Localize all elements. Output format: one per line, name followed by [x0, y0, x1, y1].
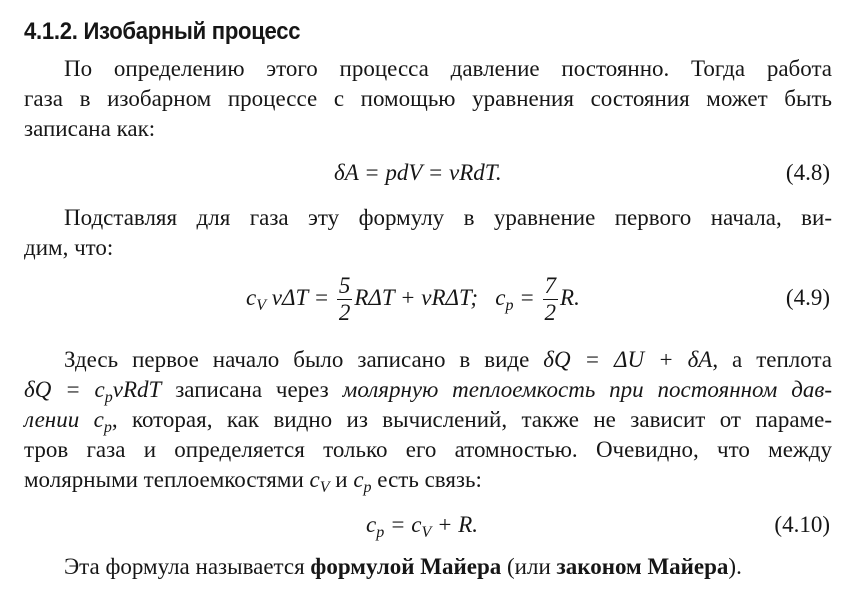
text: ). — [728, 554, 742, 579]
equation-4-9 — [246, 270, 580, 326]
equation-number-4-8: (4.8) — [785, 160, 830, 185]
fraction-denominator: 2 — [338, 300, 351, 326]
text: Здесь первое начало было записано в виде — [64, 347, 544, 372]
eq410-a: c — [366, 512, 377, 537]
text: , которая, как видно из вычислений, также не зависит от параме- — [111, 407, 832, 432]
eq410-sub-p: p — [376, 524, 385, 541]
paragraph-3-line-5 — [24, 465, 832, 495]
fraction-denominator: 2 — [544, 300, 557, 326]
inline-math: c — [353, 467, 364, 492]
eq410-mid: = c — [384, 512, 422, 537]
eq49-part2: νΔT = — [266, 285, 335, 310]
inline-math-sub: p — [363, 479, 372, 496]
inline-math-sub: p — [103, 419, 112, 436]
paragraph-2-line-2: дим, что: — [24, 235, 114, 260]
inline-math-sub: V — [319, 479, 330, 496]
inline-math-sub: p — [104, 389, 113, 406]
equation-4-10 — [366, 510, 478, 540]
fraction-numerator: 5 — [338, 273, 351, 299]
text: записана через — [161, 377, 343, 402]
eq49-part3: RΔT + νRΔT; c — [354, 285, 506, 310]
text: молярными теплоемкостями — [24, 467, 310, 492]
inline-math: δQ = ΔU + δA — [543, 347, 713, 372]
paragraph-3-line-3 — [24, 405, 832, 435]
eq49-sub-v: V — [256, 297, 266, 314]
text: (или — [501, 554, 557, 579]
eq410-end: + R. — [431, 512, 479, 537]
text: и — [329, 467, 354, 492]
text: Эта формула называется — [64, 554, 311, 579]
fraction-numerator: 7 — [544, 273, 557, 299]
eq49-c: c — [246, 285, 257, 310]
italic-term: лении c — [24, 407, 104, 432]
paragraph-3-line-2 — [24, 375, 832, 405]
fraction-seven-halves — [543, 273, 559, 326]
equation-number-4-9: (4.9) — [785, 285, 830, 310]
paragraph-1-line-3: записана как: — [24, 116, 156, 141]
eq49-sub-p: p — [505, 297, 514, 314]
eq410-sub-v: V — [421, 524, 432, 541]
section-heading: 4.1.2. Изобарный процесс — [24, 18, 301, 45]
paragraph-2-line-1: Подставляя для газа эту формулу в уравнение первого начала, ви- — [64, 205, 832, 230]
paragraph-1-line-2: газа в изобарном процессе с помощью уравнения состояния может быть — [24, 86, 832, 111]
text: есть связь: — [371, 467, 482, 492]
equation-4-8: δA = pdV = νRdT. — [334, 160, 502, 185]
inline-math: c — [309, 467, 320, 492]
italic-term: молярную теплоемкость при постоянном дав- — [342, 377, 832, 402]
eq49-part4: = — [513, 285, 541, 310]
equation-number-4-10: (4.10) — [774, 512, 830, 537]
bold-term-mayer-law: законом Майера — [556, 554, 729, 579]
fraction-five-halves — [337, 273, 353, 326]
paragraph-4-line-1 — [64, 552, 832, 582]
paragraph-1-line-1: По определению этого процесса давление постоянно. Тогда работа — [64, 56, 832, 81]
paragraph-3-line-4: тров газа и определяется только его атомностью. Очевидно, что между — [24, 437, 832, 462]
inline-math: νRdT — [112, 377, 162, 402]
eq49-part5: R. — [560, 285, 580, 310]
text: , а теплота — [712, 347, 832, 372]
bold-term-mayer-formula: формулой Майера — [310, 554, 502, 579]
paragraph-3-line-1 — [64, 345, 832, 375]
inline-math: δQ = c — [24, 377, 105, 402]
